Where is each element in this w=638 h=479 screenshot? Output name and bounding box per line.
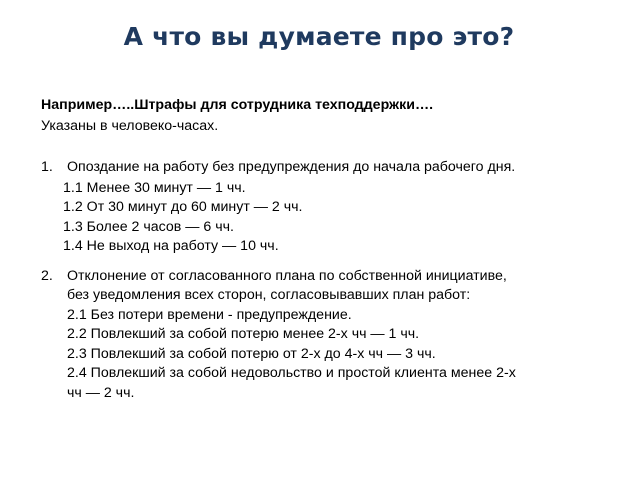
sublist-item: 2.3 Повлекший за собой потерю от 2-х до 4-х чч — 3 чч. — [67, 345, 436, 362]
sublist-item: 1.4 Не выход на работу — 10 чч. — [63, 238, 279, 254]
list-item-text — [67, 267, 621, 306]
units-note: Указаны в человеко-часах. — [41, 117, 219, 134]
sublist-1 — [41, 179, 621, 257]
sublist-2 — [41, 306, 621, 404]
slide-title: А что вы думаете про это? — [123, 22, 515, 51]
sublist-item: чч — 2 чч. — [67, 384, 135, 401]
sublist-item: 1.3 Более 2 часов — 6 чч. — [63, 218, 234, 235]
slide-heading: Например…..Штрафы для сотрудника техподдержки…. — [41, 97, 434, 113]
list-item-1 — [41, 158, 621, 257]
sublist-item: 1.1 Менее 30 минут — 1 чч. — [63, 179, 246, 196]
sublist-item: 2.4 Повлекший за собой недовольство и простой клиента менее 2-х — [67, 365, 516, 381]
list-item-2 — [41, 267, 621, 404]
list-item-number: 1. — [41, 159, 53, 175]
sublist-item: 2.1 Без потери времени - предупреждение. — [67, 306, 352, 323]
slide-content — [41, 96, 621, 403]
sublist-item: 2.2 Повлекший за собой потерю менее 2-х чч — 1 чч. — [67, 326, 420, 342]
list-item-text-line: Отклонение от согласованного плана по собственной инициативе, — [67, 267, 507, 284]
list-item-text: Опоздание на работу без предупреждения до начала рабочего дня. — [67, 159, 516, 175]
sublist-item: 1.2 От 30 минут до 60 минут — 2 чч. — [63, 199, 303, 215]
list-item-number: 2. — [41, 267, 53, 284]
list-item-text-line: без уведомления всех сторон, согласовывавших план работ: — [67, 287, 471, 303]
